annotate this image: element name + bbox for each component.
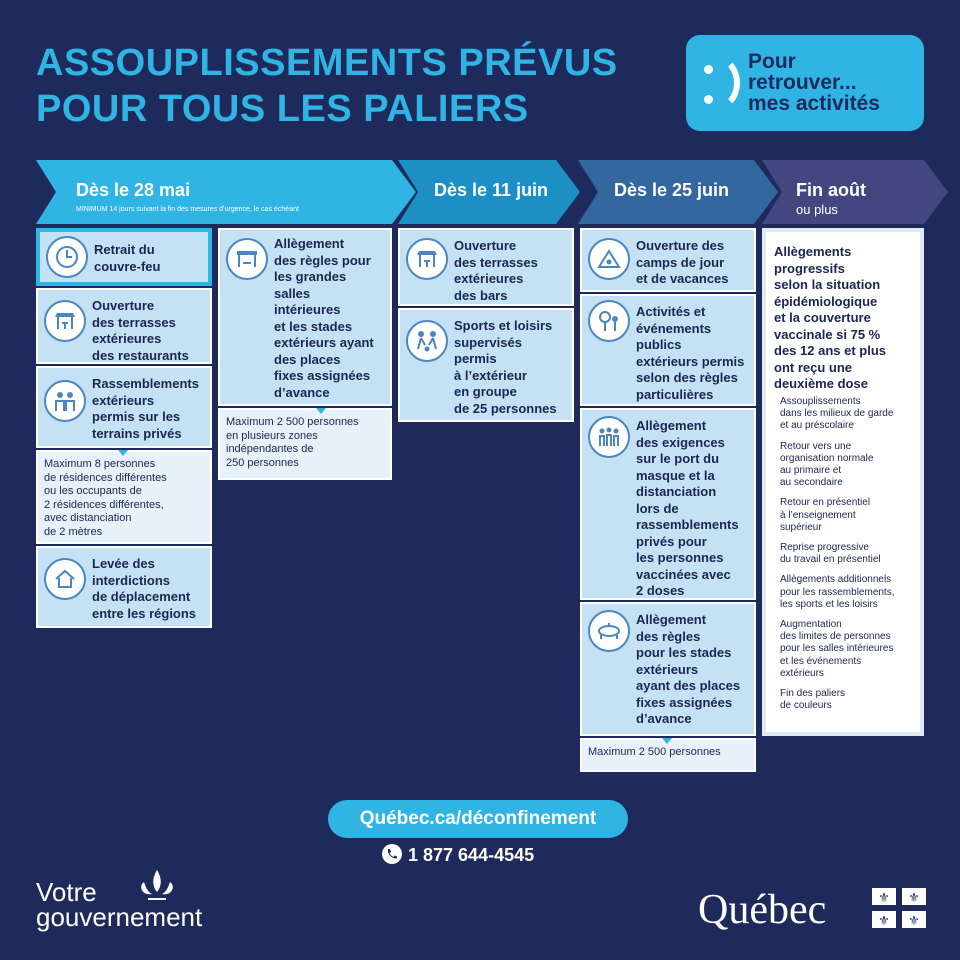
item-line: et au préscolaire <box>780 420 854 432</box>
badge-line-3: mes activités <box>748 92 880 115</box>
card-text: des exigences <box>636 434 725 450</box>
card-text: les personnes <box>636 550 724 565</box>
fin-aout-list <box>780 396 895 720</box>
card-text: les grandes <box>274 269 347 284</box>
card-text: permis <box>454 351 497 366</box>
list-item <box>780 396 895 433</box>
card-text: distanciation <box>636 484 717 499</box>
card-text: terrains privés <box>92 425 182 441</box>
card-text: privés pour <box>636 533 707 549</box>
card-evenements <box>580 294 756 406</box>
card-text: extérieures <box>92 331 162 346</box>
card-text: ayant des places <box>636 678 741 693</box>
heading-line: ont reçu une <box>774 359 853 375</box>
card-text: particulières <box>636 386 714 402</box>
badge-line-2: retrouver... <box>748 71 857 94</box>
card-text: rassemblements <box>636 517 739 532</box>
item-line: extérieurs <box>780 667 824 679</box>
item-line: au primaire et <box>780 465 842 477</box>
note-text: en plusieurs zones <box>226 429 318 442</box>
phone-number-text: 1 877 644-4545 <box>408 845 535 865</box>
card-rassemblements <box>36 366 212 448</box>
note-text: 250 personnes <box>226 456 299 469</box>
item-line: de couleurs <box>780 700 832 712</box>
item-line: et les événements <box>780 655 862 667</box>
card-terrasses-restaurants <box>36 288 212 364</box>
terrace-icon <box>406 238 448 280</box>
heading-line: et la couverture <box>774 310 871 325</box>
card-text: des bars <box>454 287 508 303</box>
card-text: extérieurs permis <box>636 353 745 369</box>
list-item <box>780 542 895 566</box>
phase-label: Dès le 28 mai <box>76 180 191 200</box>
card-text: supervisés <box>454 334 522 350</box>
heading-line: Allègements <box>774 244 852 259</box>
card-text: extérieurs ayant <box>274 335 374 350</box>
svg-text:⚜: ⚜ <box>878 913 890 928</box>
note-text: ou les occupants de <box>44 485 142 497</box>
note-text: Maximum 2 500 personnes <box>588 746 721 758</box>
item-line: du travail en présentiel <box>780 554 881 566</box>
heading-line: épidémiologique <box>774 293 878 309</box>
card-fin-aout <box>762 228 924 736</box>
item-line: Allègements additionnels <box>780 574 892 586</box>
title-line-1: ASSOUPLISSEMENTS PRÉVUS <box>36 42 618 84</box>
card-text: intérieures <box>274 302 341 317</box>
item-line: Reprise progressive <box>780 542 869 554</box>
note-text: 2 résidences différentes, <box>44 498 164 511</box>
item-line: Retour en présentiel <box>780 497 871 509</box>
item-line: des limites de personnes <box>780 631 891 643</box>
deconfinement-link[interactable]: Québec.ca/déconfinement <box>328 800 628 838</box>
card-text: Allègement <box>636 612 707 627</box>
phase-arrow-11-juin <box>398 160 580 224</box>
card-stades <box>580 602 756 736</box>
theatre-icon <box>226 238 268 280</box>
note-rassemblements <box>36 450 212 544</box>
card-text: salles <box>274 285 311 301</box>
pointer-triangle <box>118 450 128 456</box>
phone-number[interactable] <box>382 843 534 867</box>
heading-line: deuxième dose <box>774 376 868 391</box>
badge-line-1: Pour <box>748 50 796 73</box>
card-text: lors de <box>636 500 679 516</box>
card-text: interdictions <box>92 572 171 588</box>
note-text: Maximum 2 500 personnes <box>226 416 359 428</box>
list-item <box>780 688 895 712</box>
card-text: des places <box>274 351 341 367</box>
card-text: vaccinées avec <box>636 566 731 582</box>
card-text: camps de jour <box>636 254 725 270</box>
card-text: selon des règles <box>636 370 738 385</box>
item-line: à l’enseignement <box>780 509 856 521</box>
note-grandes-salles <box>218 408 392 480</box>
card-text: en groupe <box>454 384 517 399</box>
stadium-icon <box>588 610 630 652</box>
card-text: permis sur les <box>92 409 181 424</box>
note-text: indépendantes de <box>226 443 314 455</box>
item-line: Augmentation <box>780 619 842 631</box>
card-text: pour les stades <box>636 645 732 660</box>
item-line: organisation normale <box>780 452 874 464</box>
card-text: couvre-feu <box>94 258 161 274</box>
card-text: à l’extérieur <box>454 367 527 383</box>
fin-aout-heading <box>774 244 886 393</box>
card-text: extérieures <box>454 271 524 286</box>
card-text: Allègement <box>636 418 707 433</box>
card-text: Allègement <box>274 236 345 251</box>
house-icon <box>44 558 86 600</box>
card-text: entre les régions <box>92 605 197 621</box>
card-text: des terrasses <box>92 314 176 330</box>
heading-line: selon la situation <box>774 277 881 292</box>
gov-line: Votre <box>36 877 97 907</box>
card-text: Sports et loisirs <box>454 318 553 333</box>
card-text: masque et la <box>636 467 715 483</box>
item-line: les sports et les loisirs <box>780 598 878 610</box>
card-text: fixes assignées <box>274 368 371 383</box>
card-text: Ouverture <box>454 238 517 253</box>
card-text: extérieurs <box>636 661 699 677</box>
tree-icon <box>588 300 630 342</box>
item-line: Retour vers une <box>780 440 852 452</box>
phase-sub: ou plus <box>796 202 838 217</box>
phase-label: Dès le 11 juin <box>434 180 549 200</box>
pointer-triangle <box>316 408 326 414</box>
svg-text:⚜: ⚜ <box>908 890 920 905</box>
quebec-flag-icon <box>872 888 926 928</box>
quebec-wordmark: Québec <box>698 887 827 933</box>
list-item <box>780 619 895 680</box>
card-text: de 25 personnes <box>454 400 557 416</box>
note-text: avec distanciation <box>44 512 132 524</box>
phase-sub: MINIMUM 14 jours suivant la fin des mesures d’urgence, le cas échéant <box>76 206 299 213</box>
card-text: d’avance <box>636 711 692 726</box>
card-text: 2 doses <box>636 583 685 598</box>
card-text: d’avance <box>274 384 330 400</box>
list-item <box>780 497 895 534</box>
card-text: et les stades <box>274 318 353 334</box>
phase-arrow-28-mai <box>36 160 416 224</box>
item-line: pour les rassemblements, <box>780 586 895 598</box>
list-item <box>780 574 895 611</box>
card-text: des règles pour <box>274 252 371 268</box>
card-text: Activités et <box>636 304 706 319</box>
pointer-triangle <box>662 738 672 744</box>
item-line: Fin des paliers <box>780 688 846 700</box>
card-terrasses-bars <box>398 228 574 306</box>
heading-line: des 12 ans et plus <box>774 343 886 358</box>
note-text: de résidences différentes <box>44 471 167 484</box>
note-text: de 2 mètres <box>44 525 103 538</box>
card-text: Ouverture des <box>636 238 725 253</box>
sports-icon <box>406 320 448 362</box>
phone-icon <box>382 844 402 864</box>
card-text: et de vacances <box>636 271 729 286</box>
card-text: des restaurants <box>92 347 189 363</box>
heading-line: vaccinale si 75 % <box>774 326 881 342</box>
gov-line: gouvernement <box>36 902 203 932</box>
list-item <box>780 441 895 490</box>
smiley-icon <box>702 49 738 117</box>
page-title <box>36 40 618 132</box>
card-text: événements <box>636 320 712 336</box>
svg-text:⚜: ⚜ <box>878 890 890 905</box>
card-masque <box>580 408 756 600</box>
card-text: Ouverture <box>92 298 155 313</box>
card-text: Levée des <box>92 556 155 571</box>
title-line-2: POUR TOUS LES PALIERS <box>36 88 529 130</box>
terrace-icon <box>44 300 86 342</box>
card-text: sur le port du <box>636 451 720 466</box>
card-text: publics <box>636 337 682 352</box>
item-line: Assouplissements <box>780 396 861 407</box>
card-text: des règles <box>636 628 701 644</box>
item-line: au secondaire <box>780 477 843 489</box>
phase-arrow-fin-aout <box>762 160 948 224</box>
camp-icon <box>588 238 630 280</box>
phase-label: Fin août <box>796 180 866 200</box>
card-camps <box>580 228 756 292</box>
group-icon <box>588 416 630 458</box>
heading-line: progressifs <box>774 260 845 276</box>
card-sports-loisirs <box>398 308 574 422</box>
svg-text:⚜: ⚜ <box>908 913 920 928</box>
card-text: Rassemblements <box>92 376 199 391</box>
card-text: des terrasses <box>454 254 538 270</box>
retrouver-activites-badge <box>686 35 924 131</box>
card-text: Retrait du <box>94 242 155 257</box>
card-couvre-feu <box>36 228 212 286</box>
phase-arrow-25-juin <box>578 160 778 224</box>
fleur-de-lis-icon <box>136 868 178 912</box>
people-icon <box>44 380 86 422</box>
card-text: extérieurs <box>92 392 155 408</box>
item-line: pour les salles intérieures <box>780 643 894 655</box>
phase-label: Dès le 25 juin <box>614 180 730 200</box>
clock-icon <box>46 236 88 278</box>
item-line: supérieur <box>780 521 822 533</box>
item-line: dans les milieux de garde <box>780 408 894 420</box>
note-text: Maximum 8 personnes <box>44 458 156 470</box>
card-deplacements <box>36 546 212 628</box>
note-stades <box>580 738 756 772</box>
card-text: de déplacement <box>92 589 191 604</box>
card-grandes-salles <box>218 228 392 406</box>
card-text: fixes assignées <box>636 694 733 710</box>
